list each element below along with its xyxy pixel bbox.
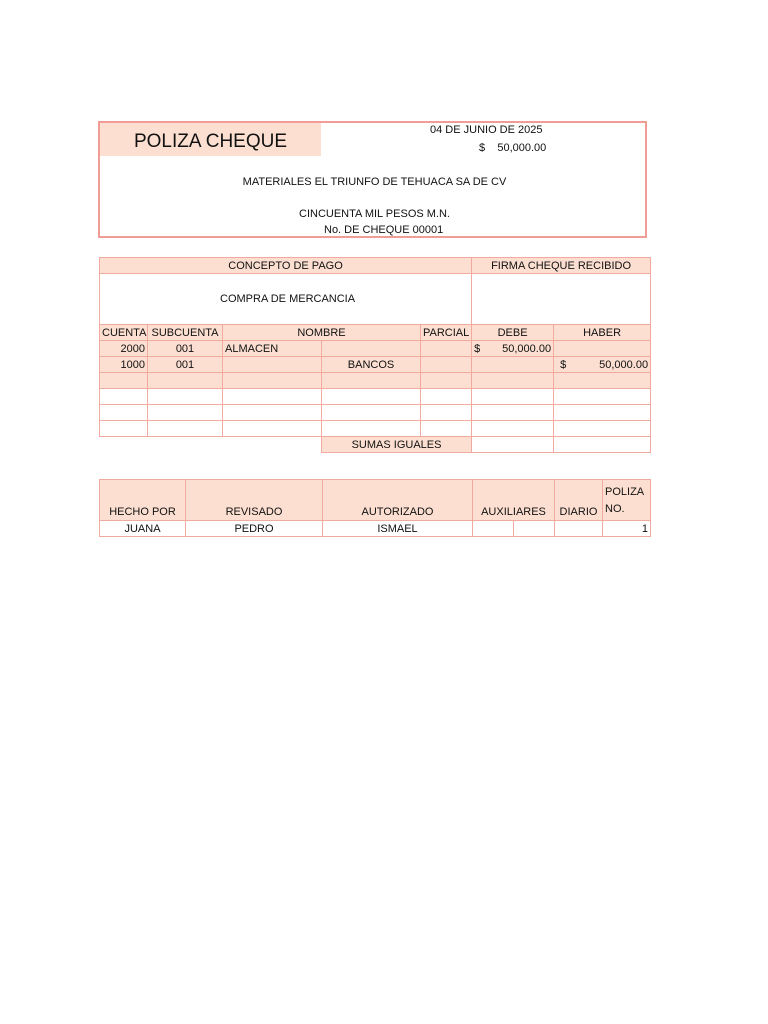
label-autorizado: AUTORIZADO <box>323 480 473 521</box>
label-poliza-line2: NO. <box>605 503 625 515</box>
cheque-number: No. DE CHEQUE 00001 <box>324 224 444 236</box>
amount-in-words: CINCUENTA MIL PESOS M.N. <box>299 208 450 220</box>
col-subcuenta: SUBCUENTA <box>148 325 223 341</box>
row-nombre: ALMACEN <box>223 341 322 357</box>
page-title: POLIZA CHEQUE <box>133 131 288 152</box>
row-subcuenta: 001 <box>148 341 223 357</box>
row-parcial <box>421 357 472 373</box>
value-diario <box>555 521 603 537</box>
signature-area <box>472 274 651 325</box>
totals-haber <box>554 437 651 453</box>
value-autorizado: ISMAEL <box>323 521 473 537</box>
row-haber-value: 50,000.00 <box>599 358 649 371</box>
row-debe-value: 50,000.00 <box>502 342 552 355</box>
totals-label: SUMAS IGUALES <box>322 437 472 453</box>
signature-header: FIRMA CHEQUE RECIBIDO <box>472 258 651 274</box>
label-diario: DIARIO <box>555 480 603 521</box>
label-poliza-line1: POLIZA <box>605 486 645 498</box>
col-cuenta: CUENTA <box>100 325 148 341</box>
row-nombre <box>223 357 322 373</box>
row-debe <box>472 357 554 373</box>
cheque-amount: $ 50,000.00 <box>479 142 547 154</box>
totals-row <box>100 437 651 453</box>
row-debe-sign: $ <box>474 342 481 355</box>
row-haber <box>554 341 651 357</box>
value-auxiliares-1 <box>473 521 514 537</box>
table-row-empty <box>100 421 651 437</box>
table-row-empty <box>100 389 651 405</box>
row-cuenta: 2000 <box>100 341 148 357</box>
label-auxiliares: AUXILIARES <box>473 480 555 521</box>
label-revisado: REVISADO <box>186 480 323 521</box>
table-row-empty <box>100 373 651 389</box>
concept-header: CONCEPTO DE PAGO <box>100 258 472 274</box>
value-revisado: PEDRO <box>186 521 323 537</box>
row-haber-sign: $ <box>560 358 567 371</box>
payee-name: MATERIALES EL TRIUNFO DE TEHUACA SA DE CV <box>242 176 507 188</box>
value-auxiliares-2 <box>514 521 555 537</box>
cheque-date: 04 DE JUNIO DE 2025 <box>430 124 543 136</box>
value-hecho-por: JUANA <box>100 521 186 537</box>
label-poliza-no <box>603 480 651 521</box>
col-debe: DEBE <box>472 325 554 341</box>
signature-table <box>99 479 651 537</box>
col-parcial: PARCIAL <box>421 325 472 341</box>
row-debe <box>472 341 554 357</box>
row-parcial <box>421 341 472 357</box>
row-haber <box>554 357 651 373</box>
row-nombre-2: BANCOS <box>322 357 421 373</box>
label-hecho-por: HECHO POR <box>100 480 186 521</box>
table-row-empty <box>100 405 651 421</box>
table-row <box>100 357 651 373</box>
ledger-header-row <box>100 325 651 341</box>
col-nombre: NOMBRE <box>223 325 421 341</box>
row-subcuenta: 001 <box>148 357 223 373</box>
row-nombre-2 <box>322 341 421 357</box>
value-poliza-no: 1 <box>603 521 651 537</box>
totals-debe <box>472 437 554 453</box>
row-cuenta: 1000 <box>100 357 148 373</box>
concept-text: COMPRA DE MERCANCIA <box>100 274 472 325</box>
col-haber: HABER <box>554 325 651 341</box>
ledger-table <box>99 257 651 453</box>
table-row <box>100 341 651 357</box>
